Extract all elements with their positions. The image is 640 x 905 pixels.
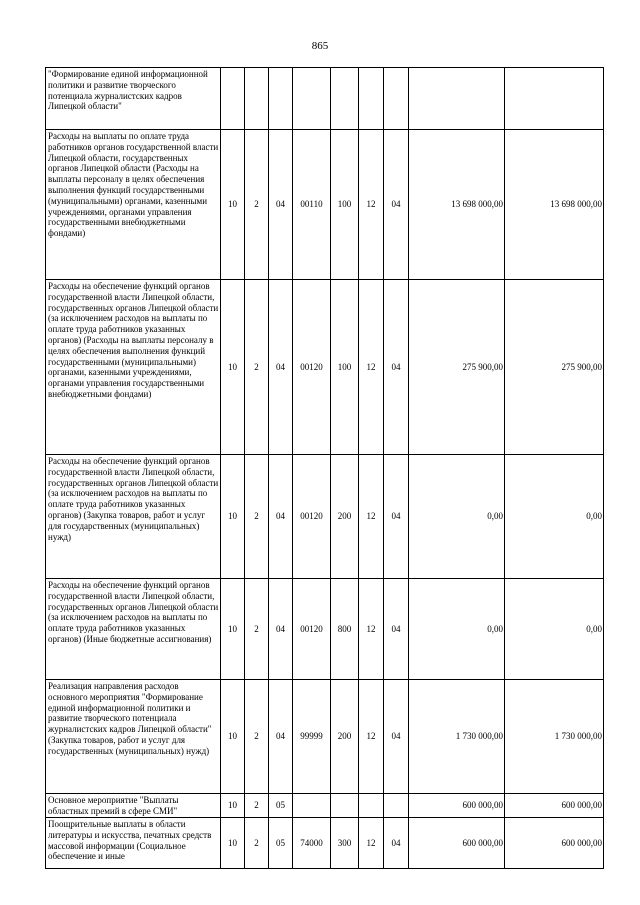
code-cell: 04: [384, 579, 409, 680]
code-cell: 10: [221, 794, 245, 818]
row-description: Расходы на обеспечение функций органов государственной власти Липецкой области, государственных органов Липецкой области (за исключением расходов на выплаты по оплате труда работников указанных органов) (Иные бюджетные ассигнования): [46, 579, 221, 680]
code-cell: 10: [221, 680, 245, 794]
code-cell: 00120: [293, 455, 331, 579]
table-row: [46, 680, 604, 794]
table-row: [46, 68, 604, 130]
amount-cell: 0,00: [409, 579, 505, 680]
row-description: Основное мероприятие "Выплаты областных премий в сфере СМИ": [46, 794, 221, 818]
code-cell: 200: [331, 680, 359, 794]
code-cell: [359, 68, 384, 130]
code-cell: 300: [331, 818, 359, 869]
code-cell: 2: [245, 130, 269, 280]
amount-cell: 0,00: [409, 455, 505, 579]
code-cell: 05: [269, 794, 293, 818]
table-row: [46, 280, 604, 455]
code-cell: 2: [245, 818, 269, 869]
amount-cell: 275 900,00: [409, 280, 505, 455]
amount-cell: [409, 68, 505, 130]
code-cell: [221, 68, 245, 130]
code-cell: 2: [245, 579, 269, 680]
code-cell: 10: [221, 280, 245, 455]
amount-cell: 13 698 000,00: [409, 130, 505, 280]
code-cell: 04: [384, 130, 409, 280]
code-cell: 00110: [293, 130, 331, 280]
code-cell: 800: [331, 579, 359, 680]
code-cell: 12: [359, 280, 384, 455]
code-cell: 99999: [293, 680, 331, 794]
code-cell: 04: [384, 818, 409, 869]
amount-cell: 600 000,00: [505, 794, 604, 818]
code-cell: 2: [245, 455, 269, 579]
table-row: [46, 130, 604, 280]
table-row: [46, 455, 604, 579]
amount-cell: [505, 68, 604, 130]
code-cell: [331, 68, 359, 130]
code-cell: 12: [359, 455, 384, 579]
amount-cell: 13 698 000,00: [505, 130, 604, 280]
row-description: Расходы на обеспечение функций органов государственной власти Липецкой области, государственных органов Липецкой области (за исключением расходов на выплаты по оплате труда работников указанных органов) (Закупка товаров, работ и услуг для государственных (муниципальных) нужд): [46, 455, 221, 579]
row-description: Поощрительные выплаты в области литературы и искусства, печатных средств массовой информации (Социальное обеспечение и иные: [46, 818, 221, 869]
code-cell: 04: [384, 280, 409, 455]
amount-cell: 1 730 000,00: [505, 680, 604, 794]
code-cell: 04: [269, 130, 293, 280]
code-cell: 2: [245, 680, 269, 794]
code-cell: 04: [384, 455, 409, 579]
amount-cell: 275 900,00: [505, 280, 604, 455]
code-cell: [293, 794, 331, 818]
amount-cell: 600 000,00: [409, 794, 505, 818]
amount-cell: 600 000,00: [409, 818, 505, 869]
amount-cell: 0,00: [505, 455, 604, 579]
code-cell: 04: [269, 455, 293, 579]
code-cell: 04: [269, 680, 293, 794]
code-cell: [359, 794, 384, 818]
amount-cell: 1 730 000,00: [409, 680, 505, 794]
code-cell: [269, 68, 293, 130]
row-description: Реализация направления расходов основного мероприятия "Формирование единой информационной политики и развитие творческого потенциала журналистских кадров Липецкой области" (Закупка товаров, работ и услуг для государственных (муниципальных) нужд): [46, 680, 221, 794]
code-cell: 04: [269, 280, 293, 455]
code-cell: 10: [221, 818, 245, 869]
row-description: Расходы на обеспечение функций органов государственной власти Липецкой области, государственных органов Липецкой области (за исключением расходов на выплаты по оплате труда работников указанных органов) (Расходы на выплаты персоналу в целях обеспечения выполнения функций государственными (муниципальными) органами, казенными учреждениями, органами управления государственными внебюджетными фондами): [46, 280, 221, 455]
code-cell: 200: [331, 455, 359, 579]
code-cell: 05: [269, 818, 293, 869]
code-cell: [331, 794, 359, 818]
code-cell: 2: [245, 794, 269, 818]
table-row: [46, 794, 604, 818]
amount-cell: 0,00: [505, 579, 604, 680]
code-cell: 100: [331, 280, 359, 455]
code-cell: 10: [221, 579, 245, 680]
code-cell: 00120: [293, 579, 331, 680]
page-number: 865: [311, 40, 329, 52]
code-cell: 12: [359, 579, 384, 680]
code-cell: 10: [221, 130, 245, 280]
code-cell: [384, 794, 409, 818]
code-cell: 100: [331, 130, 359, 280]
row-description: "Формирование единой информационной политики и развитие творческого потенциала журналистских кадров Липецкой области": [46, 68, 221, 130]
code-cell: 12: [359, 680, 384, 794]
code-cell: [293, 68, 331, 130]
amount-cell: 600 000,00: [505, 818, 604, 869]
row-description: Расходы на выплаты по оплате труда работников органов государственной власти Липецкой области, государственных органов Липецкой области (Расходы на выплаты персоналу в целях обеспечения выполнения функций государственными (муниципальными) органами, казенными учреждениями, органами управления государственными внебюджетными фондами): [46, 130, 221, 280]
code-cell: 2: [245, 280, 269, 455]
code-cell: [384, 68, 409, 130]
code-cell: 10: [221, 455, 245, 579]
code-cell: [245, 68, 269, 130]
code-cell: 12: [359, 818, 384, 869]
code-cell: 00120: [293, 280, 331, 455]
code-cell: 12: [359, 130, 384, 280]
table-row: [46, 818, 604, 869]
budget-table: [45, 67, 604, 869]
code-cell: 04: [269, 579, 293, 680]
code-cell: 04: [384, 680, 409, 794]
table-row: [46, 579, 604, 680]
code-cell: 74000: [293, 818, 331, 869]
